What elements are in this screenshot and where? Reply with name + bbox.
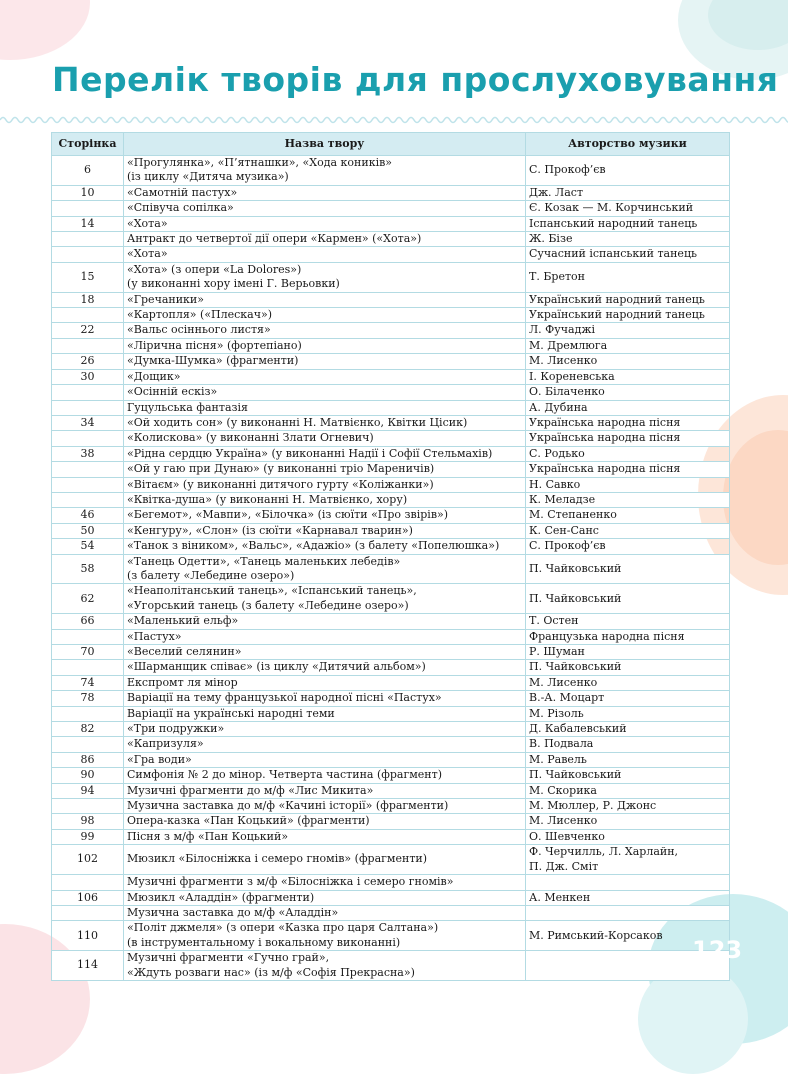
row-page: 30 <box>52 369 124 384</box>
row-page: 82 <box>52 722 124 737</box>
row-page <box>52 492 124 507</box>
row-page <box>52 308 124 323</box>
row-page <box>52 201 124 216</box>
row-title <box>124 645 526 660</box>
row-page: 78 <box>52 691 124 706</box>
row-author: В.-А. Моцарт <box>526 691 730 706</box>
row-title <box>124 752 526 767</box>
row-title <box>124 706 526 721</box>
table-row <box>52 492 730 507</box>
row-title-line: «Осінній ескіз» <box>127 385 218 399</box>
table-row <box>52 185 730 200</box>
row-title-line: Музична заставка до м/ф «Аладдін» <box>127 905 339 919</box>
row-author: М. Степаненко <box>526 508 730 523</box>
row-author: П. Чайковський <box>526 768 730 783</box>
row-title-line: Музичні фрагменти «Гучно грай», <box>127 951 330 965</box>
row-title <box>124 492 526 507</box>
row-title <box>124 629 526 644</box>
row-page: 114 <box>52 951 124 981</box>
row-author: М. Лисенко <box>526 814 730 829</box>
header-title: Назва твору <box>124 133 526 156</box>
row-title <box>124 829 526 844</box>
row-page: 10 <box>52 185 124 200</box>
row-author: Український народний танець <box>526 308 730 323</box>
row-title-line: «Вітаєм» (у виконанні дитячого гурту «Коліжанки») <box>127 477 434 491</box>
row-title <box>124 875 526 890</box>
row-author: Ж. Бізе <box>526 232 730 247</box>
row-page: 34 <box>52 415 124 430</box>
table-row <box>52 308 730 323</box>
row-author: Л. Фучаджі <box>526 323 730 338</box>
row-title <box>124 262 526 292</box>
row-author: О. Шевченко <box>526 829 730 844</box>
row-author: М. Лисенко <box>526 354 730 369</box>
row-author: Д. Кабалевський <box>526 722 730 737</box>
row-title <box>124 216 526 231</box>
row-title-line: «Співуча сопілка» <box>127 201 234 215</box>
row-author: С. Прокоф’єв <box>526 539 730 554</box>
row-title-line: Симфонія № 2 до мінор. Четверта частина (фрагмент) <box>127 768 442 782</box>
table-row <box>52 814 730 829</box>
row-page: 46 <box>52 508 124 523</box>
row-title <box>124 201 526 216</box>
row-author: М. Лисенко <box>526 675 730 690</box>
table-row <box>52 799 730 814</box>
row-title <box>124 354 526 369</box>
row-title <box>124 185 526 200</box>
row-title-line: «Колискова» (у виконанні Злати Огневич) <box>127 431 374 445</box>
row-title <box>124 232 526 247</box>
row-page: 74 <box>52 675 124 690</box>
row-page <box>52 706 124 721</box>
table-row <box>52 645 730 660</box>
row-page: 106 <box>52 890 124 905</box>
row-page <box>52 431 124 446</box>
page-number: 123 <box>692 936 743 964</box>
row-title <box>124 400 526 415</box>
row-title-line: «Танок з віником», «Вальс», «Адажіо» (з балету «Попелюшка») <box>127 539 500 553</box>
row-title-line: «Веселий селянин» <box>127 645 242 658</box>
row-title <box>124 921 526 951</box>
row-page: 14 <box>52 216 124 231</box>
row-author: Українська народна пісня <box>526 431 730 446</box>
table-row <box>52 845 730 875</box>
row-title <box>124 737 526 752</box>
row-title-line: «Хота» <box>127 247 168 261</box>
row-page <box>52 905 124 920</box>
table-row <box>52 369 730 384</box>
row-title <box>124 523 526 538</box>
row-title <box>124 675 526 690</box>
table-row <box>52 400 730 415</box>
row-title-line: «Гра води» <box>127 752 192 766</box>
row-title-line: «Вальс осіннього листя» <box>127 323 271 337</box>
header-page: Сторінка <box>52 133 124 156</box>
row-title-line: «Угорський танець (з балету «Лебедине озеро») <box>127 598 409 612</box>
row-page: 70 <box>52 645 124 660</box>
row-page <box>52 400 124 415</box>
table-row <box>52 905 730 920</box>
row-title <box>124 415 526 430</box>
row-title-line: «Квітка-душа» (у виконанні Н. Матвієнко, хору) <box>127 492 408 506</box>
table-row <box>52 338 730 353</box>
row-title-line: «Прогулянка», «П’ятнашки», «Хода коників» <box>127 156 393 169</box>
row-page <box>52 660 124 675</box>
row-title-line: «Лірична пісня» (фортепіано) <box>127 338 302 352</box>
table-row <box>52 629 730 644</box>
row-author: Український народний танець <box>526 292 730 307</box>
row-title <box>124 814 526 829</box>
row-author: С. Прокоф’єв <box>526 156 730 186</box>
row-page: 110 <box>52 921 124 951</box>
row-title <box>124 768 526 783</box>
row-title-line: «Пастух» <box>127 629 182 643</box>
table-row <box>52 292 730 307</box>
row-title <box>124 477 526 492</box>
row-title-line: «Рідна сердцю Україна» (у виконанні Надії і Софії Стельмахів) <box>127 446 493 460</box>
row-title-line: «Бегемот», «Мавпи», «Білочка» (із сюїти «Про звірів») <box>127 508 449 522</box>
header-author: Авторство музики <box>526 133 730 156</box>
works-table <box>51 132 730 981</box>
row-author: Дж. Ласт <box>526 185 730 200</box>
table-row <box>52 415 730 430</box>
row-author: В. Подвала <box>526 737 730 752</box>
row-title <box>124 462 526 477</box>
row-author: Т. Остен <box>526 614 730 629</box>
row-page <box>52 875 124 890</box>
row-author: М. Мюллер, Р. Джонс <box>526 799 730 814</box>
row-title-line: (із циклу «Дитяча музика») <box>127 170 289 184</box>
row-title <box>124 369 526 384</box>
row-page: 90 <box>52 768 124 783</box>
table-row <box>52 752 730 767</box>
row-author: М. Римський-Корсаков <box>526 921 730 951</box>
row-title-line: «Гречаники» <box>127 292 204 306</box>
row-author: Українська народна пісня <box>526 415 730 430</box>
row-title-line: «Самотній пастух» <box>127 185 238 199</box>
row-page: 86 <box>52 752 124 767</box>
row-title-line: Варіації на українські народні теми <box>127 706 335 720</box>
row-page: 38 <box>52 446 124 461</box>
row-title <box>124 584 526 614</box>
row-title <box>124 691 526 706</box>
row-title <box>124 951 526 981</box>
row-title-line: «Неаполітанський танець», «Іспанський танець», <box>127 584 417 598</box>
table-row <box>52 385 730 400</box>
row-page <box>52 462 124 477</box>
row-author: П. Чайковський <box>526 660 730 675</box>
row-title <box>124 799 526 814</box>
row-page <box>52 477 124 492</box>
page-title: Перелік творів для прослуховування <box>52 60 779 99</box>
row-page <box>52 385 124 400</box>
table-row <box>52 737 730 752</box>
row-page: 15 <box>52 262 124 292</box>
table-row <box>52 691 730 706</box>
row-page: 98 <box>52 814 124 829</box>
row-title-line: Експромт ля мінор <box>127 675 238 689</box>
row-author: Т. Бретон <box>526 262 730 292</box>
row-title-line: «Ой у гаю при Дунаю» (у виконанні тріо Мареничів) <box>127 462 435 476</box>
table-row <box>52 921 730 951</box>
row-title-line: «Хота» <box>127 216 168 230</box>
table-row <box>52 829 730 844</box>
row-title-line: «Капризуля» <box>127 737 204 751</box>
table-row <box>52 614 730 629</box>
row-author: Р. Шуман <box>526 645 730 660</box>
row-title <box>124 247 526 262</box>
row-author: К. Меладзе <box>526 492 730 507</box>
table-row <box>52 156 730 186</box>
row-author: А. Дубина <box>526 400 730 415</box>
row-title <box>124 338 526 353</box>
table-row <box>52 446 730 461</box>
row-title-line: Варіації на тему французької народної пісні «Пастух» <box>127 691 442 705</box>
row-title <box>124 783 526 798</box>
row-title-line: «Думка-Шумка» (фрагменти) <box>127 354 299 368</box>
table-row <box>52 431 730 446</box>
table-row <box>52 354 730 369</box>
row-page <box>52 799 124 814</box>
row-title-line: Музична заставка до м/ф «Качині історії» (фрагменти) <box>127 799 449 813</box>
table-header-row <box>52 133 730 156</box>
table-row <box>52 262 730 292</box>
table-row <box>52 539 730 554</box>
row-title <box>124 156 526 186</box>
row-author: Ф. Черчилль, Л. Харлайн, П. Дж. Сміт <box>526 845 730 875</box>
row-title-line: Мюзикл «Аладдін» (фрагменти) <box>127 890 315 904</box>
row-page <box>52 629 124 644</box>
row-title-line: «Ждуть розваги нас» (із м/ф «Софія Прекрасна») <box>127 965 415 979</box>
row-page: 54 <box>52 539 124 554</box>
row-title-line: Мюзикл «Білосніжка і семеро гномів» (фрагменти) <box>127 852 428 866</box>
row-title-line: «Хота» (з опери «La Dolores») <box>127 262 302 276</box>
row-title <box>124 554 526 584</box>
row-title-line: «Ой ходить сон» (у виконанні Н. Матвієнко, Квітки Цісик) <box>127 415 468 429</box>
row-title <box>124 385 526 400</box>
table-row <box>52 477 730 492</box>
row-page: 22 <box>52 323 124 338</box>
row-page: 66 <box>52 614 124 629</box>
table-row <box>52 201 730 216</box>
row-title-line: «Картопля» («Плескач») <box>127 308 273 322</box>
row-title-line: Антракт до четвертої дії опери «Кармен» («Хота») <box>127 232 422 246</box>
row-author: Іспанський народний танець <box>526 216 730 231</box>
row-title <box>124 323 526 338</box>
row-title-line: «Політ джмеля» (з опери «Казка про царя Салтана») <box>127 921 439 935</box>
row-page: 62 <box>52 584 124 614</box>
table-row <box>52 247 730 262</box>
row-author <box>526 875 730 890</box>
row-author: М. Різоль <box>526 706 730 721</box>
row-author: Французька народна пісня <box>526 629 730 644</box>
row-author: Н. Савко <box>526 477 730 492</box>
row-page: 94 <box>52 783 124 798</box>
row-title-line: (з балету «Лебедине озеро») <box>127 568 295 582</box>
row-title-line: «Три подружки» <box>127 722 225 736</box>
row-title <box>124 431 526 446</box>
row-title <box>124 508 526 523</box>
row-title-line: (у виконанні хору імені Г. Верьовки) <box>127 277 340 291</box>
row-title-line: (в інструментальному і вокальному виконанні) <box>127 935 401 949</box>
table-row <box>52 216 730 231</box>
row-page: 99 <box>52 829 124 844</box>
row-title <box>124 446 526 461</box>
table-row <box>52 232 730 247</box>
table-row <box>52 951 730 981</box>
row-page <box>52 737 124 752</box>
row-author: М. Равель <box>526 752 730 767</box>
row-title <box>124 539 526 554</box>
row-author: С. Родько <box>526 446 730 461</box>
row-title-line: «Шарманщик співає» (із циклу «Дитячий альбом») <box>127 660 426 674</box>
row-title-line: «Маленький ельф» <box>127 614 239 628</box>
row-author: Є. Козак — М. Корчинський <box>526 201 730 216</box>
row-page <box>52 247 124 262</box>
row-author: П. Чайковський <box>526 554 730 584</box>
table-row <box>52 523 730 538</box>
row-author: П. Чайковський <box>526 584 730 614</box>
table-row <box>52 875 730 890</box>
row-page: 26 <box>52 354 124 369</box>
row-page: 18 <box>52 292 124 307</box>
row-page: 50 <box>52 523 124 538</box>
row-title <box>124 905 526 920</box>
row-page: 102 <box>52 845 124 875</box>
row-page: 6 <box>52 156 124 186</box>
row-page <box>52 338 124 353</box>
row-title <box>124 845 526 875</box>
row-author: О. Білаченко <box>526 385 730 400</box>
row-author: А. Менкен <box>526 890 730 905</box>
row-title <box>124 308 526 323</box>
table-row <box>52 554 730 584</box>
row-title-line: «Кенгуру», «Слон» (із сюїти «Карнавал тварин») <box>127 523 413 537</box>
table-row <box>52 706 730 721</box>
row-page <box>52 232 124 247</box>
row-author: М. Скорика <box>526 783 730 798</box>
row-author: К. Сен-Санс <box>526 523 730 538</box>
decor-circle-pink <box>0 0 90 60</box>
table-row <box>52 768 730 783</box>
row-title <box>124 614 526 629</box>
row-author: М. Дремлюга <box>526 338 730 353</box>
row-author: Українська народна пісня <box>526 462 730 477</box>
row-title <box>124 292 526 307</box>
row-title-line: Гуцульська фантазія <box>127 400 248 414</box>
table-row <box>52 783 730 798</box>
row-title-line: «Танець Одетти», «Танець маленьких лебедів» <box>127 554 401 568</box>
row-page: 58 <box>52 554 124 584</box>
row-title-line: Музичні фрагменти з м/ф «Білосніжка і семеро гномів» <box>127 875 454 889</box>
wavy-divider <box>0 114 788 126</box>
row-title-line: Музичні фрагменти до м/ф «Лис Микита» <box>127 783 374 797</box>
row-title <box>124 722 526 737</box>
row-author: Сучасний іспанський танець <box>526 247 730 262</box>
table-row <box>52 660 730 675</box>
row-title-line: Опера-казка «Пан Коцький» (фрагменти) <box>127 814 370 828</box>
table-row <box>52 508 730 523</box>
row-title-line: Пісня з м/ф «Пан Коцький» <box>127 829 289 843</box>
row-author: І. Кореневська <box>526 369 730 384</box>
table-row <box>52 462 730 477</box>
table-row <box>52 584 730 614</box>
table-row <box>52 675 730 690</box>
table-row <box>52 890 730 905</box>
table-row <box>52 722 730 737</box>
row-title-line: «Дощик» <box>127 369 181 383</box>
table-row <box>52 323 730 338</box>
row-title <box>124 660 526 675</box>
row-title <box>124 890 526 905</box>
row-author <box>526 905 730 920</box>
